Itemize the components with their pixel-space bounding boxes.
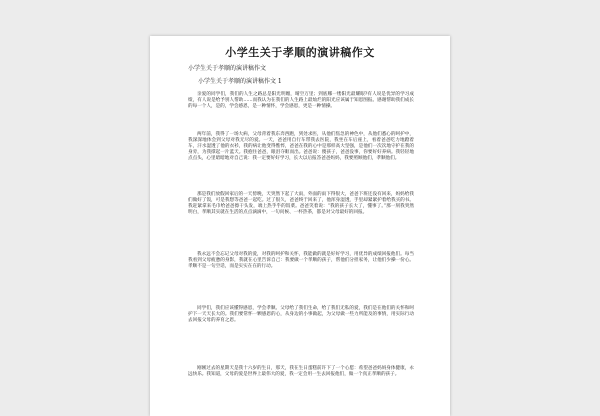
paragraph: 刚刚过去的星期天是我十六岁的生日，那天，我在生日蛋糕前许下了一个心愿：希望爸爸妈妈身体健康，永远快乐。我知道，父母的爱是世界上最伟大的爱，我一定会用一生去回报他们，做一个真正孝顺的孩子。 (188, 365, 414, 377)
document-title: 小学生关于孝顺的演讲稿作文 (225, 46, 375, 59)
document-page (150, 36, 450, 416)
paragraph: 那是我们放假回家后的一天傍晚，天突然下起了大雨，外面的雨下得很大，爸爸下班还没有回来，妈妈给我们做好了饭，可是我想等爸爸一起吃。过了很久，爸爸终于回来了，他浑身湿透，手里却紧紧护着给我买的书。我赶紧拿来毛巾给爸爸擦干头发，端上热乎乎的饭菜。爸爸笑着说：“我的孩子长大了，懂事了。”那一刻我突然明白，孝顺其实就在生活的点点滴滴中，一句问候、一杯热茶，都是对父母最好的回报。 (188, 191, 414, 215)
paragraph: 我永远不会忘记父母对我的爱，对我的呵护和关怀，我能做的就是好好学习，用优异的成绩回报他们。每当我看到父母疲惫的身影，我就在心里告诉自己：我要做一个孝顺的孩子，帮他们分担家务，让他们少操一份心。孝顺不是一句空话，而是实实在在的行动。 (188, 251, 414, 269)
document-subtitle: 小学生关于孝顺的演讲稿作文 (188, 65, 267, 72)
paragraph: 两年前，我得了一场大病，父母背着我东奔西跑，到处求医，从他们焦急的神色中，从他们悉心的呵护中，我深深地体会到父母对我无尽的爱。一天，爸爸用自行车带我去医院，我坐在车后座上，看着爸爸吃力地蹬着车，汗水湿透了他的衣衫，我的病让他变得憔悴，爸爸在我的心中是那样高大坚强，是他们一次次地守护在我的身旁，为我撑起一片蓝天。我抱住爸爸，眼泪夺眶而出。爸爸说：傻孩子，爸爸没事，你要好好养病。我轻轻地点点头，心里暗暗地对自己说：我一定要好好学习，长大以后报答爸爸妈妈，我要照顾他们，孝顺他们。 (188, 131, 414, 161)
section-heading: 小学生关于孝顺的演讲稿作文 1 (198, 78, 282, 85)
paragraph: 亲爱的同学们，我们的人生之路总是阳光明媚，晴空万里；到底哪一缕阳光最耀眼?有人说是优异的学习成绩，有人说是给予别人帮助……而我认为在我们的人生路上最灿烂的阳光应该属于知恩图报。感谢帮助我们成长的每一个人，是的，学会感恩，是一种情怀，学会感恩，更是一种情操。 (188, 91, 414, 109)
paragraph: 同学们，我们应该懂得感恩，学会孝顺。父母给了我们生命，给了我们无私的爱，我们是在他们的关怀和呵护下一天天长大的。我们要常怀一颗感恩的心，从身边的小事做起，为父母做一些力所能及的事情，用实际行动去回报父母的养育之恩。 (188, 305, 414, 323)
